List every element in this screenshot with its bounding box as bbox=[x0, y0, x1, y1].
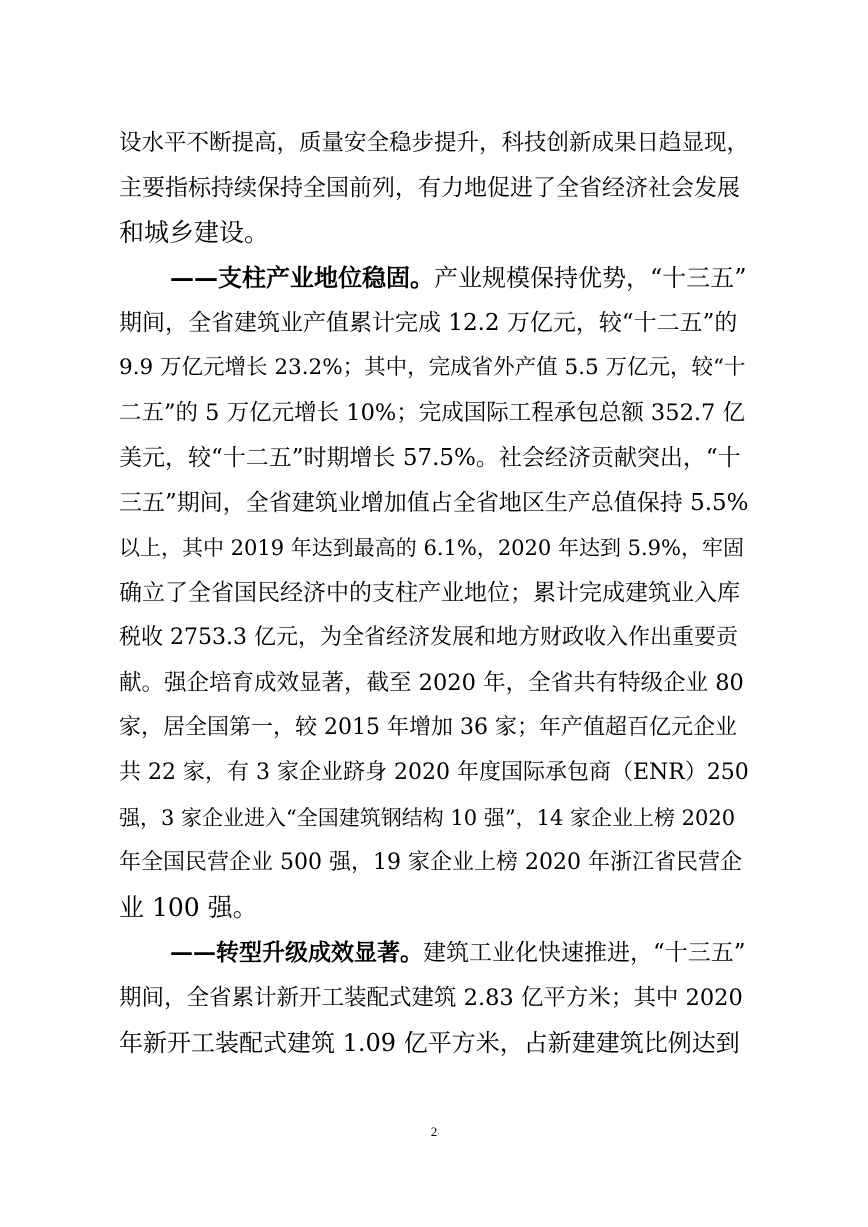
text-line: 税收 2753.3 亿元，为全省经济发展和地方财政收入作出重要贡 bbox=[119, 625, 738, 650]
text-line: 主要指标持续保持全国前列，有力地促进了全省经济社会发展 bbox=[119, 175, 740, 201]
text-line: 和城乡建设。 bbox=[119, 218, 270, 247]
section-heading-line: ——支柱产业地位稳固。产业规模保持优势，“十三五” bbox=[170, 263, 747, 292]
text-line: 共 22 家，有 3 家企业跻身 2020 年度国际承包商（ENR）250 bbox=[119, 760, 749, 785]
text-line: 以上，其中 2019 年达到最高的 6.1%，2020 年达到 5.9%，牢固 bbox=[119, 536, 744, 560]
text-line: 年新开工装配式建筑 1.09 亿平方米，占新建建筑比例达到 bbox=[119, 1029, 740, 1057]
text-line: 家，居全国第一，较 2015 年增加 36 家；年产值超百亿元企业 bbox=[119, 715, 737, 740]
page-number: 2 bbox=[430, 1124, 438, 1139]
text-line: 美元，较“十二五”时期增长 57.5%。社会经济贡献突出，“十 bbox=[119, 445, 741, 471]
text-line: 二五”的 5 万亿元增长 10%；完成国际工程承包总额 352.7 亿 bbox=[119, 400, 746, 426]
text-line: 献。强企培育成效显著，截至 2020 年，全省共有特级企业 80 bbox=[119, 670, 744, 696]
section-heading: ——支柱产业地位稳固。 bbox=[170, 263, 434, 292]
text-line: 业 100 强。 bbox=[119, 893, 258, 922]
section-heading: ——转型升级成效显著。 bbox=[170, 939, 423, 966]
text-line: 期间，全省建筑业产值累计完成 12.2 万亿元，较“十二五”的 bbox=[119, 310, 738, 336]
text-line: 期间，全省累计新开工装配式建筑 2.83 亿平方米；其中 2020 bbox=[119, 985, 743, 1011]
text-line: 强，3 家企业进入“全国建筑钢结构 10 强”，14 家企业上榜 2020 bbox=[119, 806, 736, 830]
text-line: 年全国民营企业 500 强，19 家企业上榜 2020 年浙江省民营企 bbox=[119, 850, 742, 875]
section-heading-line: ——转型升级成效显著。建筑工业化快速推进，“十三五” bbox=[170, 939, 746, 966]
text-line: 确立了全省国民经济中的支柱产业地位；累计完成建筑业入库 bbox=[119, 580, 740, 606]
text-line: 设水平不断提高，质量安全稳步提升，科技创新成果日趋显现， bbox=[119, 130, 750, 156]
text-line: 9.9 万亿元增长 23.2%；其中，完成省外产值 5.5 万亿元，较“十 bbox=[119, 355, 746, 380]
text-line: 三五”期间，全省建筑业增加值占全省地区生产总值保持 5.5% bbox=[119, 490, 749, 516]
